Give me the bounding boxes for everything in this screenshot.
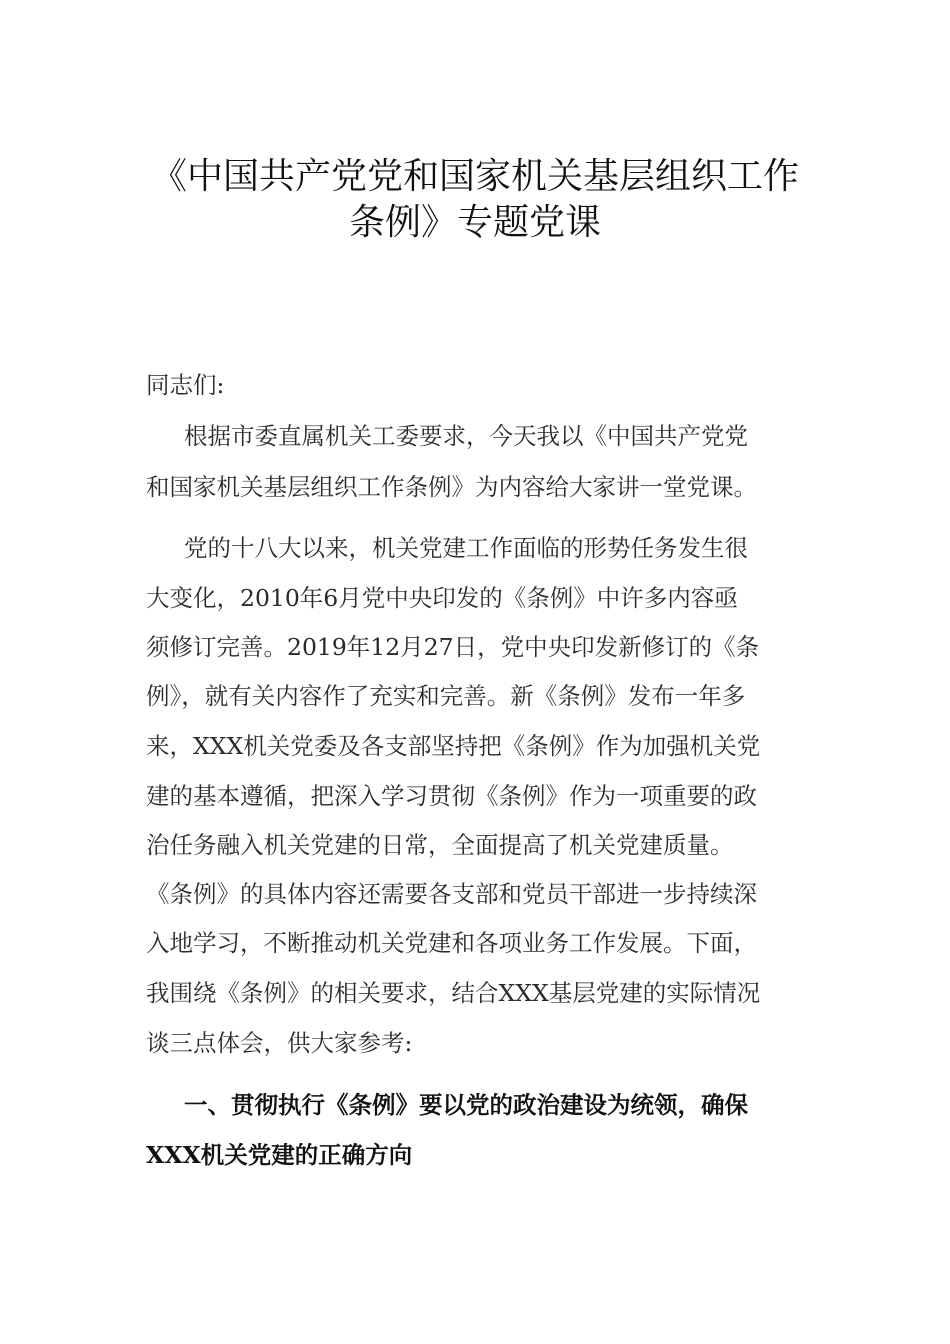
paragraph-2-line-7: 治任务融入机关党建的日常，全面提高了机关党建质量。 xyxy=(146,831,734,859)
section-heading-1-line-2: XXX机关党建的正确方向 xyxy=(146,1141,413,1169)
document-title-line-2: 条例》专题党课 xyxy=(348,202,601,243)
paragraph-2-line-10: 我围绕《条例》的相关要求，结合XXX基层党建的实际情况 xyxy=(146,979,761,1007)
paragraph-1-line-1: 根据市委直属机关工委要求，今天我以《中国共产党党 xyxy=(184,422,748,450)
paragraph-2-line-2: 大变化，2010年6月党中央印发的《条例》中许多内容亟 xyxy=(146,584,738,612)
paragraph-2-line-5: 来，XXX机关党委及各支部坚持把《条例》作为加强机关党 xyxy=(146,732,761,760)
paragraph-2-line-11: 谈三点体会，供大家参考: xyxy=(146,1029,413,1057)
section-heading-1-line-1: 一、贯彻执行《条例》要以党的政治建设为统领，确保 xyxy=(184,1091,748,1119)
paragraph-2-line-9: 入地学习，不断推动机关党建和各项业务工作发展。下面， xyxy=(146,929,757,957)
paragraph-2-line-1: 党的十八大以来，机关党建工作面临的形势任务发生很 xyxy=(184,534,748,562)
salutation: 同志们: xyxy=(146,371,225,399)
paragraph-2-line-6: 建的基本遵循，把深入学习贯彻《条例》作为一项重要的政 xyxy=(146,782,757,810)
paragraph-1-line-2: 和国家机关基层组织工作条例》为内容给大家讲一堂党课。 xyxy=(146,473,757,501)
paragraph-2-line-8: 《条例》的具体内容还需要各支部和党员干部进一步持续深 xyxy=(146,880,757,908)
document-title-line-1: 《中国共产党党和国家机关基层组织工作 xyxy=(150,156,799,197)
paragraph-2-line-4: 例》，就有关内容作了充实和完善。新《条例》发布一年多 xyxy=(146,682,746,710)
paragraph-2-line-3: 须修订完善。2019年12月27日，党中央印发新修订的《条 xyxy=(146,633,760,661)
